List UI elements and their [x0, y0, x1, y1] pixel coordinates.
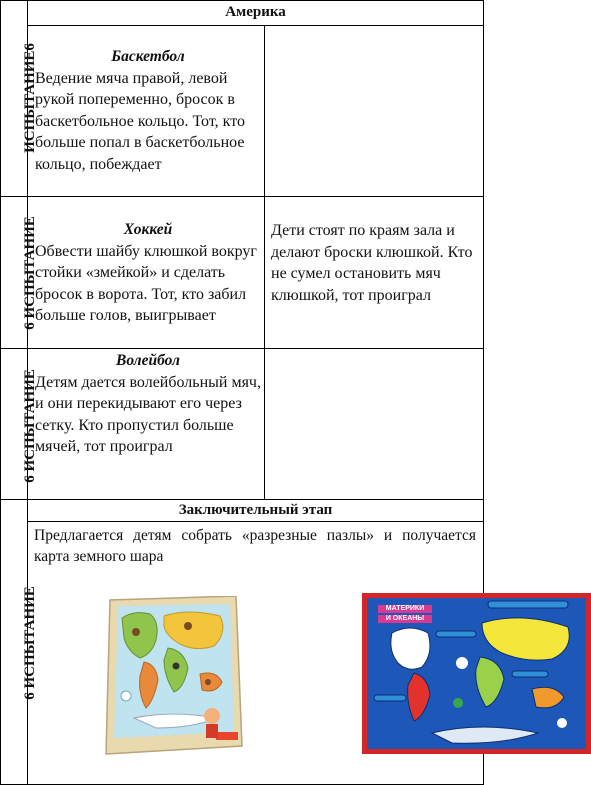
- basketball-cell: [35, 46, 261, 175]
- basketball-title: Баскетбол: [111, 48, 185, 65]
- header-row-divider: [27, 25, 484, 26]
- basketball-text: Ведение мяча правой, левой рукой попеременно, бросок в баскетбольное кольцо. Тот, кто больше попал в баскетбольное кольцо, побеждает: [35, 69, 245, 173]
- puzzle-title-line2: И ОКЕАНЫ: [385, 615, 425, 622]
- side-label-final: 6 ИСПЫТАНИЕ: [22, 586, 38, 700]
- volleyball-text: Детям дается волейбольный мяч, и они перекидывают его через сетку. Кто пропустил больше мячей, тот проиграл: [35, 373, 261, 455]
- side-label-row3: 6 ИСПЫТАНИЕ: [22, 369, 38, 483]
- hockey-text: Обвести шайбу клюшкой вокруг стойки «змейкой» и сделать бросок в ворота. Тот, кто забил больше голов, выигрывает: [35, 242, 257, 324]
- table-header-america: Америка: [225, 4, 286, 20]
- continents-oceans-puzzle-right-image: [362, 593, 591, 754]
- table-border-left: [0, 0, 1, 785]
- hockey-right-cell: Дети стоят по краям зала и делают броски клюшкой. Кто не сумел остановить мяч клюшкой, тот проиграл: [271, 222, 473, 304]
- final-stage-header: Заключительный этап: [178, 502, 333, 518]
- hockey-cell: [35, 219, 261, 327]
- hockey-title: Хоккей: [123, 221, 173, 238]
- final-stage-text: Предлагается детям собрать «разрезные пазлы» и получается карта земного шара: [34, 527, 476, 565]
- volleyball-cell: [35, 350, 261, 458]
- row-divider-3: [0, 499, 484, 500]
- volleyball-title: Волейбол: [115, 352, 180, 369]
- side-label-row2: 6 ИСПЫТАНИЕ: [22, 216, 38, 330]
- side-label-row1: ИСПЫТАНИЕ6: [22, 43, 38, 153]
- puzzle-title-line1: МАТЕРИКИ: [385, 605, 425, 612]
- world-map-puzzle-left-image: [104, 596, 244, 756]
- final-header-divider: [27, 521, 484, 522]
- table-border-top: [0, 0, 484, 1]
- row-divider-2: [0, 348, 484, 349]
- row-divider-1: [0, 196, 484, 197]
- middle-column-divider: [264, 25, 265, 499]
